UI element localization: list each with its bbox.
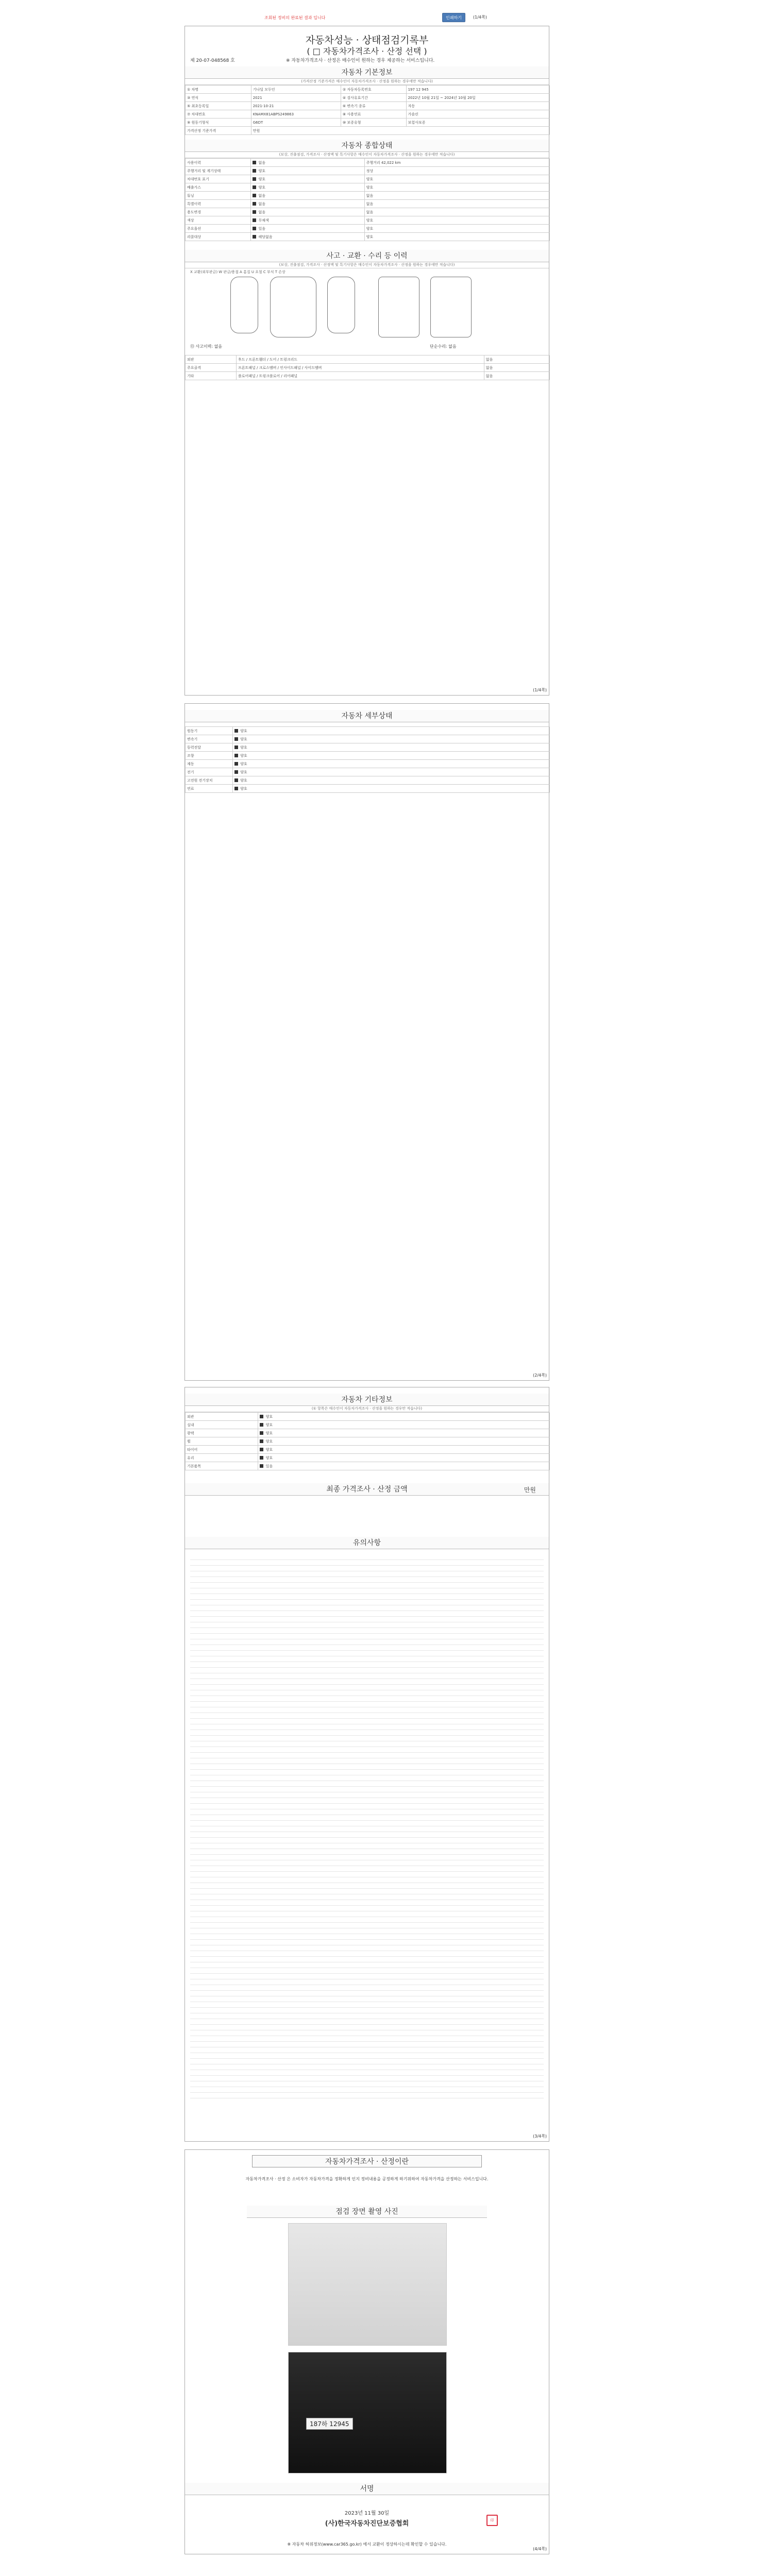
top-toolbar	[184, 12, 549, 25]
page-2	[184, 703, 549, 1381]
detail-row-label: 동력전달	[186, 743, 233, 752]
inspection-label: ④ 검사유효기간	[341, 94, 406, 102]
page-end: (4/4쪽)	[533, 2547, 547, 2551]
detail-row-label: 조향	[186, 752, 233, 760]
repair-group: 주요골격	[186, 364, 237, 372]
row-label: 용도변경	[186, 208, 251, 216]
year-label: ③ 연식	[186, 94, 251, 102]
detail-row-state: 양호	[232, 752, 549, 760]
warranty-label: ⑩ 보증유형	[341, 118, 406, 127]
detail-row-label: 변속기	[186, 735, 233, 743]
accident-history: ⑬ 사고이력: 없음	[190, 344, 223, 349]
row-label: 리콜대상	[186, 233, 251, 241]
car-name-label: ① 차명	[186, 86, 251, 94]
row-extra: 양호	[364, 225, 549, 233]
first-registration-label: ⑤ 최초등록일	[186, 102, 251, 110]
signature-date: 2023년 11월 30일	[344, 2511, 390, 2516]
row-state: 무채색	[251, 216, 364, 225]
row-extra: 양호	[364, 175, 549, 183]
caution-title: 유의사항	[185, 1537, 549, 1549]
row-label: 차대번호 표기	[186, 175, 251, 183]
page-end: (1/4쪽)	[533, 688, 547, 692]
row-state: 없음	[251, 192, 364, 200]
row-extra: 없음	[364, 200, 549, 208]
page-number: (1/4쪽)	[473, 15, 487, 20]
engine-label: ⑨ 원동기형식	[186, 118, 251, 127]
repair-history-title: 사고 · 교환 · 수리 등 이력	[185, 250, 549, 262]
signature-company: (사)한국자동차진단보증협회	[325, 2520, 409, 2528]
document-number: 제 20-07-048568 호	[190, 58, 235, 63]
page-end: (2/4쪽)	[533, 1373, 547, 1378]
transmission-value: 자동	[406, 102, 549, 110]
caution-body	[190, 1554, 544, 2100]
row-state: 있음	[251, 225, 364, 233]
status-table	[185, 158, 550, 241]
engine-value: G6DT	[251, 118, 341, 127]
price-service-text: 자동차가격조사 · 산정 은 소비자가 자동차가격을 정확하게 인지 정비내용을 공정하게 하기위하여 자동차가격을 산정하는 서비스입니다.	[245, 2177, 489, 2181]
detail-row-state: 양호	[232, 760, 549, 768]
print-button[interactable]: 인쇄하기	[442, 13, 465, 22]
status-col-mileage: 주행거리 42,022 km	[364, 159, 549, 167]
other-info-subtitle: (① 항목은 매수인이 자동차가격조사 · 산정을 원하는 경우만 적습니다)	[185, 1406, 549, 1412]
vin-label: ⑦ 차대번호	[186, 110, 251, 118]
page-end: (3/4쪽)	[533, 2134, 547, 2139]
row-state: 양호	[251, 183, 364, 192]
inspection-value: 2022년 10월 21일 ~ 2024년 10월 20일	[406, 94, 549, 102]
row-extra: 정상	[364, 167, 549, 175]
repair-result: 없음	[484, 355, 549, 364]
row-state: 없음	[251, 208, 364, 216]
plate-label: ② 자동차등록번호	[341, 86, 406, 94]
car-diagram-frame-right	[430, 277, 472, 337]
warranty-value: 보험사보증	[406, 118, 549, 127]
simple-repair: 단순수리: 없음	[430, 344, 457, 349]
fuel-value: 가솔린	[406, 110, 549, 118]
status-col-label: 사용이력	[186, 159, 251, 167]
page-1	[184, 26, 549, 696]
detail-table	[185, 726, 550, 793]
row-state: 해당없음	[251, 233, 364, 241]
detail-row-state: 양호	[232, 743, 549, 752]
detail-row-state: 양호	[232, 785, 549, 793]
row-extra: 양호	[364, 233, 549, 241]
row-extra: 없음	[364, 192, 549, 200]
detail-title: 자동차 세부상태	[185, 710, 549, 722]
repair-result: 없음	[484, 364, 549, 372]
detail-row-state: 양호	[232, 735, 549, 743]
car-diagram-left	[230, 277, 258, 333]
page-3	[184, 1387, 549, 2142]
footer-note: ※ 자동차 허위정보(www.car365.go.kr) 에서 교환이 정상하시는데 확인할 수 있습니다.	[287, 2542, 447, 2547]
repair-group: 기타	[186, 372, 237, 380]
detail-row-state: 양호	[232, 768, 549, 776]
status-col-state: 없음	[251, 159, 364, 167]
inspection-photo-top	[288, 2223, 447, 2346]
overall-status-title: 자동차 종합상태	[185, 140, 549, 152]
stamp-icon: 印	[486, 2515, 498, 2526]
row-label: 주행거리 및 계기상태	[186, 167, 251, 175]
row-label: 튜닝	[186, 192, 251, 200]
row-label: 주요옵션	[186, 225, 251, 233]
repair-detail-table	[185, 355, 550, 380]
vin-value: KNAMX81ABPS249863	[251, 110, 341, 118]
final-price-title: 최종 가격조사 · 산정 금액	[185, 1483, 549, 1496]
repair-items: 프론트패널 / 크로스멤버 / 인사이드패널 / 사이드멤버	[236, 364, 484, 372]
notice-text: 조회된 정비의 완료된 결과 입니다	[264, 15, 326, 20]
detail-row-label: 원동기	[186, 727, 233, 735]
repair-result: 없음	[484, 372, 549, 380]
fuel-label: ⑧ 사용연료	[341, 110, 406, 118]
overall-status-subtitle: (보상, 진출점검, 가격조사 · 산정액 및 특기사항은 매수인이 자동차가격조사 · 산정을 원하는 경우에만 적습니다)	[185, 152, 549, 158]
row-state: 양호	[251, 167, 364, 175]
car-name-value: 기나딜 모두인	[251, 86, 341, 94]
price-basis-value: 만원	[251, 127, 549, 135]
repair-group: 외판	[186, 355, 237, 364]
license-plate-text: 187하 12945	[306, 2418, 353, 2430]
repair-legend: X 교환(외부판금) W 판금/용접 A 흠집 U 요철 C 부식 T 손상	[190, 270, 285, 274]
detail-row-state: 양호	[232, 727, 549, 735]
repair-items: 플로어패널 / 트렁크플로어 / 리어패널	[236, 372, 484, 380]
final-price-unit: 만원	[524, 1486, 536, 1494]
first-registration-value: 2021-10-21	[251, 102, 341, 110]
car-diagram-frame-left	[378, 277, 419, 337]
row-label: 배출가스	[186, 183, 251, 192]
other-info-title: 자동차 기타정보	[185, 1394, 549, 1406]
row-extra: 없음	[364, 208, 549, 216]
repair-items: 후드 / 프론트휀더 / 도어 / 트렁크리드	[236, 355, 484, 364]
detail-row-label: 제동	[186, 760, 233, 768]
mileage-value: 42,022 km	[381, 160, 401, 165]
transmission-label: ⑥ 변속기 종류	[341, 102, 406, 110]
year-value: 2021	[251, 94, 341, 102]
car-diagram-top	[270, 277, 316, 337]
page-4	[184, 2149, 549, 2554]
page-title-sub: ( □ 자동차가격조사 · 산정 선택 )	[307, 46, 427, 56]
page-title: 자동차성능 · 상태점검기록부	[305, 35, 429, 46]
repair-history-subtitle: (보상, 진출점검, 가격조사 · 산정액 및 특기사항은 매수인이 자동차가격조사 · 산정을 원하는 경우에만 적습니다)	[185, 262, 549, 268]
row-label: 특별이력	[186, 200, 251, 208]
plate-value: 197 12 945	[406, 86, 549, 94]
detail-row-state: 양호	[232, 776, 549, 785]
row-label: 색상	[186, 216, 251, 225]
detail-row-label: 전기	[186, 768, 233, 776]
photo-section-title: 점검 장면 촬영 사진	[247, 2206, 487, 2218]
basic-info-subtitle: (가격산정 기준가격은 매수인이 자동차가격조사 · 산정을 원하는 경우에만 적습니다)	[185, 79, 549, 85]
row-extra: 양호	[364, 183, 549, 192]
row-extra: 양호	[364, 216, 549, 225]
service-notice: ※ 자동차가격조사 · 산정은 매수인이 원하는 경우 제공하는 서비스입니다.	[286, 58, 435, 63]
row-state: 양호	[251, 175, 364, 183]
other-info-table: 외관 양호 실내 양호 광택 양호 휠 양호 타이어 양호 유리 양호 기본품목 있음	[185, 1412, 550, 1470]
car-diagram-right	[327, 277, 355, 333]
detail-row-label: 연료	[186, 785, 233, 793]
row-state: 없음	[251, 200, 364, 208]
price-service-title: 자동차가격조사 · 산정이란	[252, 2155, 482, 2167]
detail-row-label: 고전원 전기장치	[186, 776, 233, 785]
basic-info-table	[185, 85, 550, 135]
inspection-photo-bottom	[288, 2352, 447, 2473]
price-basis-label: 가격산정 기준가격	[186, 127, 251, 135]
basic-info-title: 자동차 기본정보	[185, 66, 549, 79]
signature-title: 서명	[185, 2483, 549, 2495]
